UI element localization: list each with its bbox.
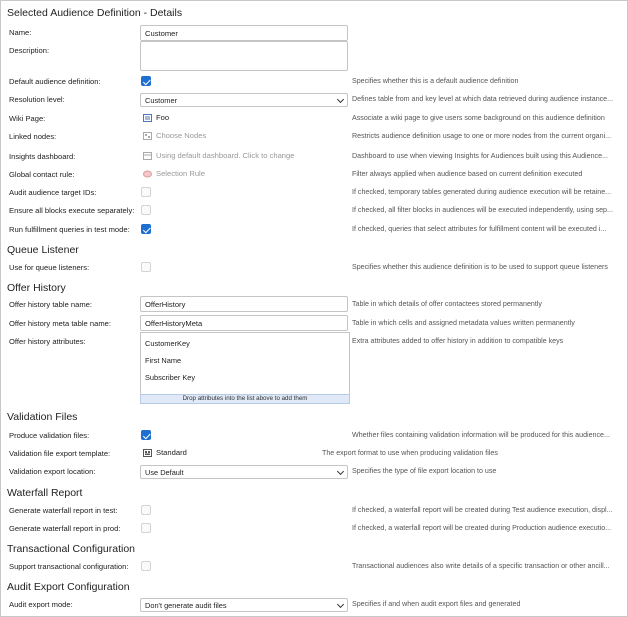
oh-attrs-label: Offer history attributes: (9, 337, 86, 346)
audit-mode-label: Audit export mode: (9, 600, 73, 609)
audit-mode-select[interactable] (140, 598, 348, 612)
wf-test-checkbox[interactable] (141, 505, 151, 515)
section-title-details: Selected Audience Definition - Details (7, 7, 183, 19)
default-def-label: Default audience definition: (9, 77, 101, 86)
description-label: Description: (9, 46, 50, 55)
resolution-desc: Defines table from and key level at which data retrieved during audience instance... (352, 95, 614, 103)
produce-val-desc: Whether files containing validation information will be produced for this audience... (352, 431, 610, 439)
val-template-label: Validation file export template: (9, 449, 111, 458)
row-wf-test (1, 505, 627, 519)
row-trans (1, 561, 627, 575)
audit-mode-value: Don't generate audit files (145, 601, 227, 610)
row-global-rule (1, 169, 627, 183)
oh-meta-input[interactable]: OfferHistoryMeta (140, 315, 348, 331)
val-location-select[interactable] (140, 465, 348, 479)
section-title-transactional: Transactional Configuration (7, 543, 136, 555)
insights-text: Using default dashboard. Click to change (156, 151, 295, 160)
wf-prod-label: Generate waterfall report in prod: (9, 524, 121, 533)
default-def-desc: Specifies whether this is a default audience definition (352, 77, 519, 85)
section-title-offer: Offer History (7, 282, 66, 294)
fulfil-test-desc: If checked, queries that select attributes for fulfillment content will be executed i... (352, 225, 607, 233)
trans-desc: Transactional audiences also write details of a specific transaction or other ancill... (352, 562, 610, 570)
row-linked (1, 131, 627, 145)
oh-attrs-drop-zone[interactable]: Drop attributes into the list above to add them (140, 394, 350, 404)
name-input[interactable]: Customer (140, 25, 348, 41)
insights-label: Insights dashboard: (9, 152, 76, 161)
audit-ids-desc: If checked, temporary tables generated during audience execution will be retaine... (352, 188, 612, 196)
list-item[interactable]: Subscriber Key (145, 373, 196, 382)
description-textarea[interactable] (140, 41, 348, 71)
trans-checkbox[interactable] (141, 561, 151, 571)
resolution-select[interactable] (140, 93, 348, 107)
global-rule-label: Global contact rule: (9, 170, 75, 179)
val-location-value: Use Default (145, 468, 184, 477)
oh-attrs-desc: Extra attributes added to offer history in addition to compatible keys (352, 337, 564, 345)
blocks-sep-checkbox[interactable] (141, 205, 151, 215)
queue-use-desc: Specifies whether this audience definition is to be used to support queue listeners (352, 263, 608, 271)
template-icon (143, 449, 152, 457)
wf-test-label: Generate waterfall report in test: (9, 506, 118, 515)
section-title-validation: Validation Files (7, 411, 78, 423)
row-oh-table (1, 299, 627, 313)
row-blocks-sep (1, 205, 627, 219)
blocks-sep-label: Ensure all blocks execute separately: (9, 206, 135, 215)
val-location-label: Validation export location: (9, 467, 96, 476)
resolution-label: Resolution level: (9, 95, 65, 104)
insights-link[interactable] (143, 151, 294, 160)
audit-ids-checkbox[interactable] (141, 187, 151, 197)
resolution-value: Customer (145, 96, 178, 105)
chevron-down-icon (337, 601, 344, 608)
produce-val-checkbox[interactable] (141, 430, 151, 440)
wiki-label: Wiki Page: (9, 114, 46, 123)
name-label: Name: (9, 28, 32, 37)
linked-desc: Restricts audience definition usage to one or more nodes from the current organi... (352, 132, 612, 140)
nodes-icon (143, 132, 152, 140)
wiki-link-text: Foo (156, 113, 170, 122)
list-item[interactable]: CustomerKey (145, 339, 190, 348)
list-item[interactable]: First Name (145, 356, 182, 365)
global-rule-text: Selection Rule (156, 169, 205, 178)
row-wiki (1, 113, 627, 127)
row-insights (1, 151, 627, 165)
row-fulfil-test (1, 224, 627, 238)
produce-val-label: Produce validation files: (9, 431, 90, 440)
val-template-desc: The export format to use when producing validation files (322, 449, 498, 457)
oh-meta-label: Offer history meta table name: (9, 319, 112, 328)
wiki-desc: Associate a wiki page to give users some background on this audience definition (352, 114, 605, 122)
linked-label: Linked nodes: (9, 132, 57, 141)
val-template-text: Standard (156, 448, 187, 457)
global-rule-desc: Filter always applied when audience based on current definition executed (352, 170, 583, 178)
row-resolution (1, 94, 627, 108)
fulfil-test-label: Run fulfillment queries in test mode: (9, 225, 130, 234)
queue-use-checkbox[interactable] (141, 262, 151, 272)
row-default-def (1, 76, 627, 90)
oh-table-input[interactable]: OfferHistory (140, 296, 348, 312)
audit-ids-label: Audit audience target IDs: (9, 188, 97, 197)
row-produce-val (1, 430, 627, 444)
row-audit-mode (1, 599, 627, 613)
chevron-down-icon (337, 96, 344, 103)
section-title-audit: Audit Export Configuration (7, 581, 130, 593)
val-location-desc: Specifies the type of file export location to use (352, 467, 497, 475)
dashboard-icon (143, 152, 152, 160)
row-val-location (1, 466, 627, 480)
fulfil-test-checkbox[interactable] (141, 224, 151, 234)
row-queue-use (1, 262, 627, 276)
val-template-link[interactable] (143, 448, 187, 457)
section-title-waterfall: Waterfall Report (7, 487, 83, 499)
oh-table-desc: Table in which details of offer contactees stored permanently (352, 300, 542, 308)
row-wf-prod (1, 523, 627, 537)
linked-nodes-text: Choose Nodes (156, 131, 207, 140)
section-title-queue: Queue Listener (7, 244, 79, 256)
trans-label: Support transactional configuration: (9, 562, 129, 571)
wf-test-desc: If checked, a waterfall report will be created during Test audience execution, displ... (352, 506, 613, 514)
oh-table-label: Offer history table name: (9, 300, 93, 309)
wiki-link[interactable] (143, 113, 169, 122)
linked-nodes-link[interactable] (143, 131, 206, 140)
wiki-page-icon (143, 114, 152, 122)
global-rule-link[interactable] (143, 169, 205, 178)
oh-meta-desc: Table in which cells and assigned metadata values written permanently (352, 319, 575, 327)
row-oh-meta (1, 318, 627, 332)
audit-mode-desc: Specifies if and when audit export files and generated (352, 600, 521, 608)
queue-use-label: Use for queue listeners: (9, 263, 90, 272)
blocks-sep-desc: If checked, all filter blocks in audiences will be executed independently, using sep... (352, 206, 613, 214)
row-name (1, 27, 627, 41)
default-def-checkbox[interactable] (141, 76, 151, 86)
row-audit-ids (1, 187, 627, 201)
insights-desc: Dashboard to use when viewing Insights for Audiences built using this Audience... (352, 152, 608, 160)
wf-prod-desc: If checked, a waterfall report will be created during Production audience executio... (352, 524, 612, 532)
wf-prod-checkbox[interactable] (141, 523, 151, 533)
row-val-template (1, 448, 627, 462)
chevron-down-icon (337, 468, 344, 475)
rule-icon (143, 170, 152, 178)
